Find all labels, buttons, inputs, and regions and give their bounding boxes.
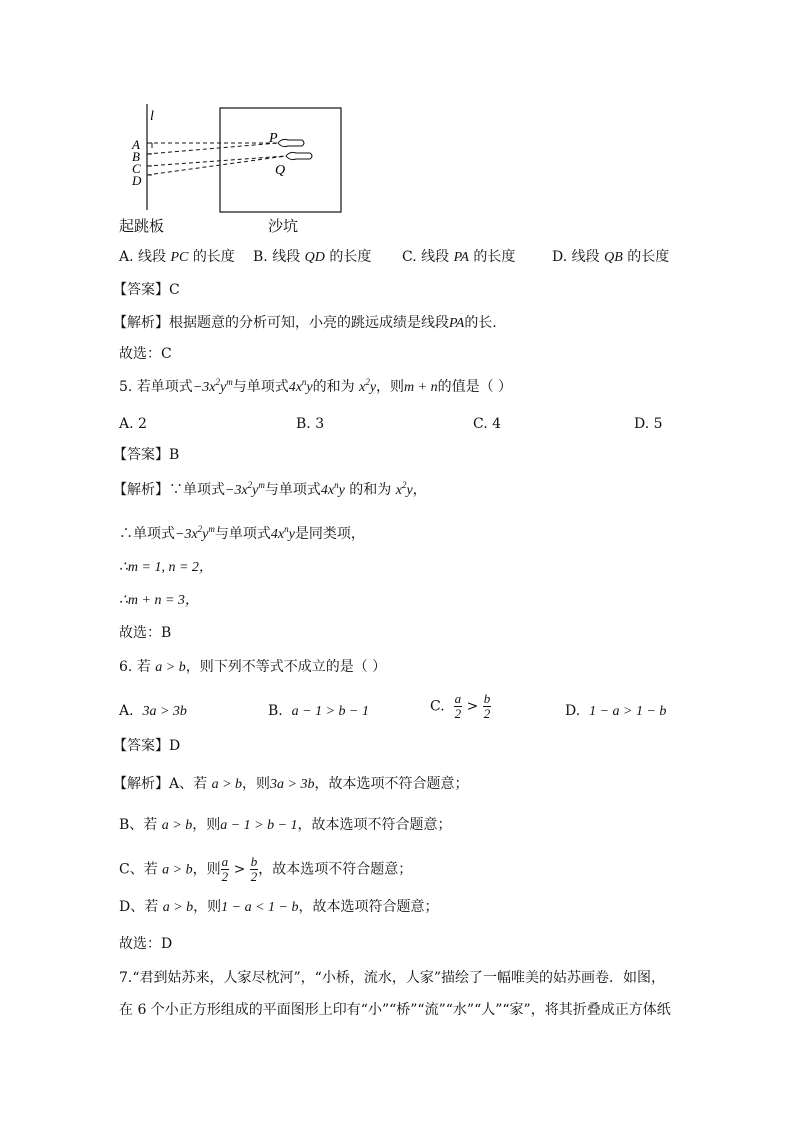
dashed-qc — [147, 156, 286, 166]
q7-stem-1: 7.“君到姑苏来，人家尽枕河”，“小桥，流水，人家”描绘了一幅唯美的姑苏画卷．如图， — [119, 970, 665, 986]
point-label-p: P — [269, 131, 278, 146]
q6-analysis-a: 【解析】A、若 a > b，则3a > 3b，故本选项不符合题意； — [113, 776, 469, 792]
q6-stem: 6. 若 a > b，则下列不等式不成立的是（ ） — [119, 659, 387, 675]
q5-analysis-2: ∴单项式$-3x^2y^m$与单项式$4x^ny$是同类项， — [119, 524, 365, 542]
q5-option-a: A. 2 — [119, 416, 147, 432]
point-label-c: C — [132, 161, 141, 176]
q5-analysis-3: ∴m = 1, n = 2， — [119, 560, 213, 575]
q4-answer: 【答案】C — [113, 282, 180, 298]
q5-option-d: D. 5 — [634, 416, 663, 432]
footprint-p — [278, 139, 304, 146]
q5-stem: 5. 若单项式$-3x^2y^m$与单项式$4x^ny$的和为 $x^2y$，则m + n的值是（ ） — [119, 377, 513, 395]
q5-analysis-1: 【解析】∵单项式$-3x^2y^m$与单项式$4x^ny$ 的和为 $x^2y$， — [113, 480, 427, 498]
q6-option-c: C. $\frac{a}{2}$ > $\frac{b}{2}$ — [430, 691, 491, 721]
q6-option-d: D. 1 − a > 1 − b — [565, 703, 667, 719]
q5-analysis-4: ∴m + n = 3， — [119, 593, 199, 608]
q4-option-b: B. 线段 QD 的长度 — [253, 249, 372, 265]
q6-conclusion: 故选：D — [119, 936, 173, 952]
point-label-q: Q — [275, 163, 286, 178]
q7-stem-2: 在 6 个小正方形组成的平面图形上印有“小”“桥”“流”“水”“人”“家”，将其折叠成正方体纸 — [119, 1002, 671, 1018]
dashed-pb — [147, 143, 278, 154]
q6-option-a: A. 3a > 3b — [119, 703, 187, 719]
sand-pit — [220, 108, 341, 212]
q5-conclusion: 故选：B — [119, 625, 172, 641]
point-label-a: A — [132, 137, 140, 152]
q5-answer: 【答案】B — [113, 447, 180, 463]
q6-option-b: B. a − 1 > b − 1 — [268, 703, 369, 719]
pit-label: 沙坑 — [268, 217, 299, 235]
q6-analysis-d: D、若 a > b，则1 − a < 1 − b，故本选项符合题意； — [119, 899, 439, 915]
q6-answer: 【答案】D — [113, 738, 181, 754]
q4-option-d: D. 线段 QB 的长度 — [552, 249, 670, 265]
point-label-d: D — [132, 173, 142, 188]
q5-option-c: C. 4 — [473, 416, 502, 432]
q4-conclusion: 故选：C — [119, 346, 172, 362]
footprint-q — [286, 152, 312, 159]
point-label-b: B — [132, 149, 140, 164]
q6-analysis-b: B、若 a > b，则a − 1 > b − 1，故本选项不符合题意； — [119, 817, 452, 833]
board-label: 起跳板 — [119, 217, 165, 235]
q4-analysis: 【解析】根据题意的分析可知，小亮的跳远成绩是线段PA的长. — [113, 315, 497, 331]
q5-option-b: B. 3 — [296, 416, 325, 432]
q6-analysis-c: C、若 a > b，则 $\frac{a}{2}$ > $\frac{b}{2}$ ，故本选项不符合题意； — [119, 854, 413, 884]
dashed-qd — [147, 156, 286, 175]
q4-option-c: C. 线段 PA 的长度 — [402, 249, 516, 265]
line-label-l: l — [150, 109, 154, 124]
q4-option-a: A. 线段 PC 的长度 — [119, 249, 235, 265]
